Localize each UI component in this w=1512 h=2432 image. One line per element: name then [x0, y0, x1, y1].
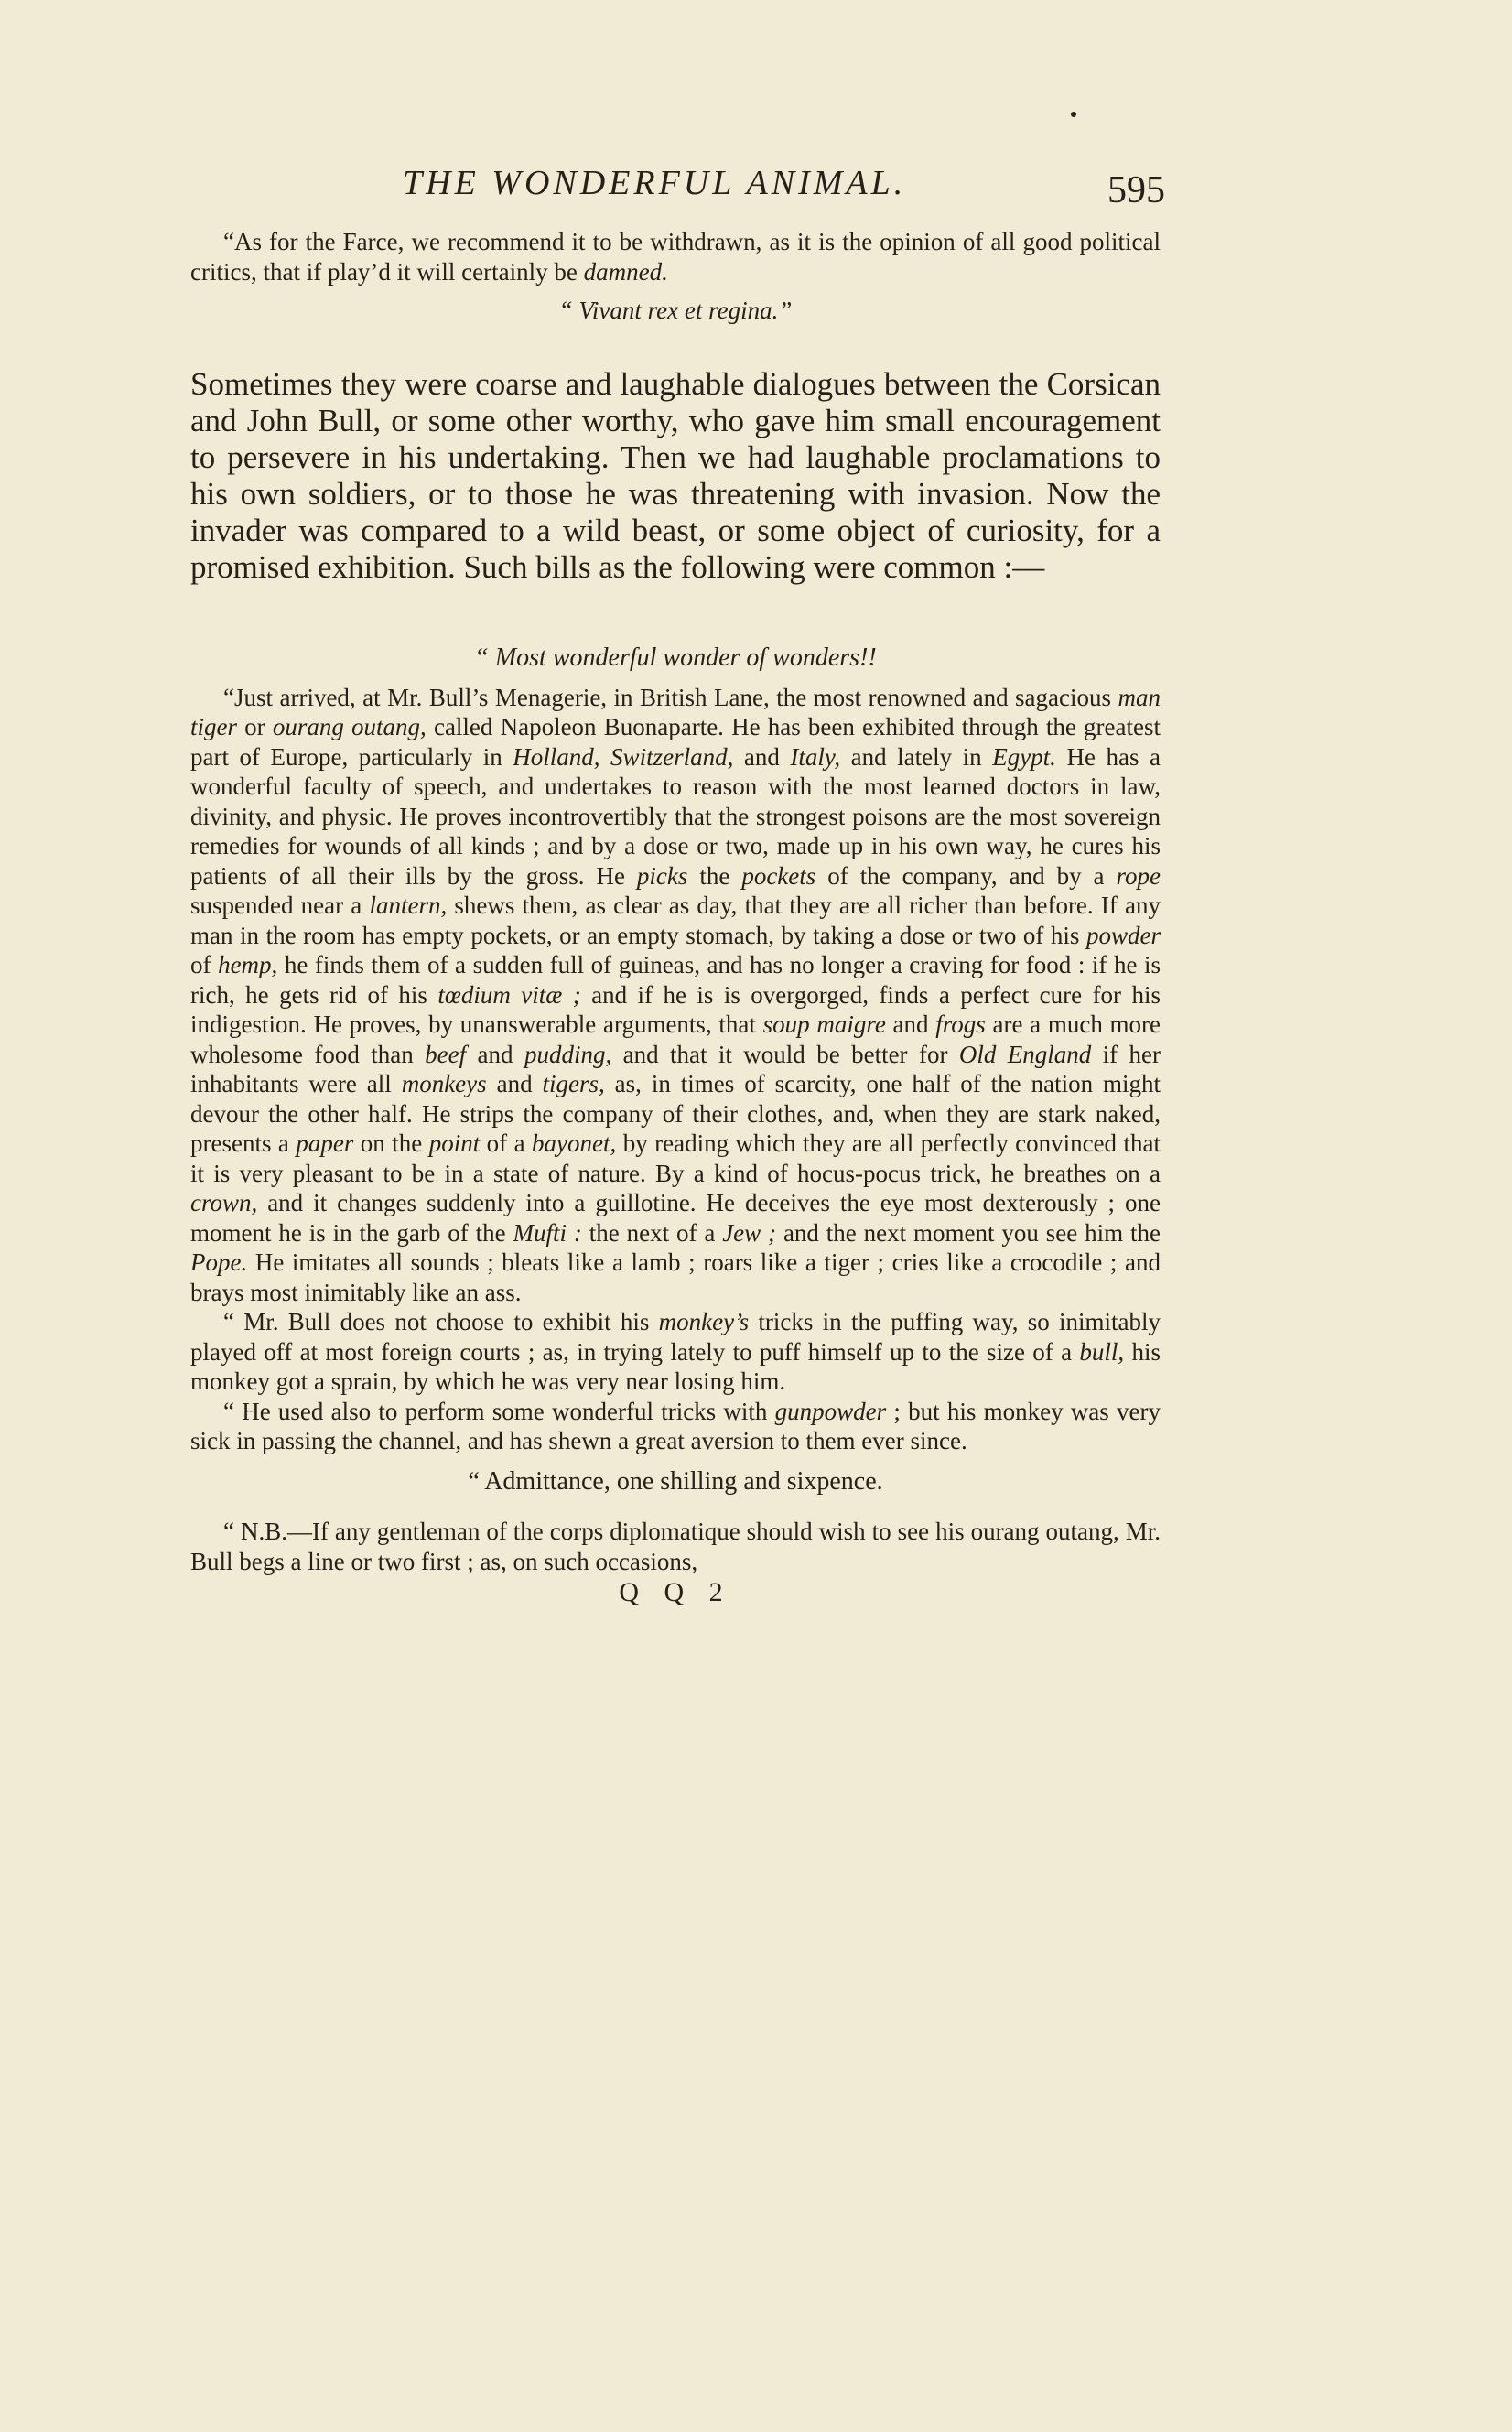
text-run: and: [466, 1040, 524, 1068]
italic-run: Italy,: [790, 742, 841, 771]
text-run: tricks in the puffing way, so inimitably played off at most foreign courts ; as, in trying lately to puff himself up to the size of a: [190, 1308, 1161, 1366]
text-run: and that it would be better for: [611, 1040, 959, 1068]
text-run: if her inhabitants were all: [190, 1040, 1161, 1097]
text-run: called Napoleon Buonaparte. He has been exhibited through the greatest part of Europe, particularly in: [190, 713, 1161, 771]
text-run: and if he is is overgorged, finds a perfect cure for his indigestion. He proves, by unanswerable arguments, that: [190, 980, 1161, 1038]
menagerie-bill: [190, 643, 1161, 1608]
text-run: of the company, and by a: [815, 861, 1117, 890]
italic-run: Jew ;: [722, 1218, 777, 1247]
italic-run: tœdium vitæ ;: [437, 980, 581, 1009]
farce-text: “As for the Farce, we recommend it to be withdrawn, as it is the opinion of all good political critics, that if play’d it will certainly be: [190, 228, 1161, 286]
text-run: his monkey got a sprain, by which he was very near losing him.: [190, 1337, 1161, 1395]
text-run: suspended near a: [190, 892, 370, 919]
text-run: as, in times of scarcity, one half of the nation might devour the other half. He strips the company of their clothes, and, when they are stark naked, presents a: [190, 1070, 1161, 1157]
italic-run: hemp,: [218, 951, 278, 978]
bill-heading: “ Most wonderful wonder of wonders!!: [474, 643, 877, 672]
text-run: on the: [353, 1130, 429, 1157]
text-run: and it changes suddenly into a guillotine. He deceives the eye most dexterously ; one moment he is in the garb of the: [190, 1189, 1161, 1247]
italic-run: crown,: [190, 1189, 258, 1216]
bill-paragraph-puffing: [190, 1307, 1161, 1397]
farce-italic: damned.: [583, 257, 668, 286]
italic-run: Holland, Switzerland,: [513, 742, 734, 771]
italic-run: tigers,: [542, 1070, 605, 1097]
body-paragraph: Sometimes they were coarse and laughable dialogues between the Corsican and John Bull, or some other worthy, who gave him small encouragement to persevere in his undertaking. Then we had laughable proclamations to his own soldiers, or to those he was threatening with invasion. Now the invader was compared to a wild beast, or some object of curiosity, for a promised exhibition. Such bills as the following were common :—: [190, 366, 1161, 585]
text-run: are a much more wholesome food than: [190, 1011, 1161, 1068]
text-run: the: [687, 861, 742, 890]
italic-run: bull,: [1079, 1337, 1125, 1366]
bill-nb: “ N.B.—If any gentleman of the corps diplomatique should wish to see his ourang outang, Mr. Bull begs a line or two first ; as, on such occasions,: [190, 1518, 1161, 1575]
ink-speck: [1071, 112, 1076, 117]
text-run: He has a wonderful faculty of speech, and undertakes to reason with the most learned doctors in law, divinity, and physic. He proves incontrovertibly that the strongest poisons are the most sovereign remedies for wounds of all kinds ; and by a dose or two, made up in his own way, he cures his patients of all their ills by the gross. He: [190, 742, 1161, 890]
italic-run: Egypt.: [992, 742, 1056, 771]
text-run: of a: [480, 1130, 533, 1157]
italic-run: monkeys: [401, 1070, 487, 1097]
page-number: 595: [1107, 169, 1165, 211]
text-run: and the next moment you see him the: [776, 1218, 1161, 1247]
text-run: or: [237, 713, 273, 740]
italic-run: lantern,: [369, 892, 448, 919]
italic-run: powder: [1086, 921, 1161, 949]
text-run: He imitates all sounds ; bleats like a lamb ; roars like a tiger ; cries like a crocodile ; and brays most inimitably like an ass.: [190, 1248, 1161, 1306]
bill-paragraph-main: [190, 683, 1161, 1308]
text-run: and: [486, 1070, 543, 1097]
text-run: and: [885, 1011, 936, 1038]
text-run: “ He used also to perform some wonderful tricks with: [223, 1397, 775, 1425]
italic-run: Pope.: [190, 1248, 248, 1276]
italic-run: ourang outang,: [272, 713, 427, 740]
text-run: and: [733, 742, 791, 771]
farce-signoff: “ Vivant rex et regina.”: [558, 297, 793, 324]
italic-run: bayonet,: [532, 1130, 617, 1157]
text-run: and lately in: [840, 742, 993, 771]
text-run: he finds them of a sudden full of guineas, and has no longer a craving for food : if he is rich, he gets rid of his: [190, 951, 1161, 1009]
italic-run: soup maigre: [762, 1011, 886, 1038]
italic-run: man tiger: [190, 683, 1161, 740]
signature-mark: Q Q 2: [619, 1577, 732, 1607]
italic-run: rope: [1116, 861, 1161, 890]
text-run: ; but his monkey was very sick in passing the channel, and has shewn a great aversion to them ever since.: [190, 1397, 1161, 1454]
italic-run: Old England: [958, 1040, 1092, 1068]
text-run: by reading which they are all perfectly convinced that it is very pleasant to be in a state of nature. By a kind of hocus-pocus trick, he breathes on a: [190, 1130, 1161, 1187]
text-run: “ Mr. Bull does not choose to exhibit his: [223, 1308, 659, 1335]
italic-run: point: [428, 1130, 481, 1157]
italic-run: beef: [425, 1040, 467, 1068]
text-run: shews them, as clear as day, that they are all richer than before. If any man in the room has empty pockets, or an empty stomach, by taking a dose or two of his: [190, 892, 1161, 949]
text-run: the next of a: [581, 1218, 723, 1247]
italic-run: pockets: [741, 861, 816, 890]
italic-run: frogs: [935, 1011, 986, 1038]
italic-run: paper: [296, 1130, 354, 1157]
text-run: “Just arrived, at Mr. Bull’s Menagerie, in British Lane, the most renowned and sagacious: [223, 683, 1118, 711]
farce-quote: [190, 227, 1161, 326]
italic-run: pudding,: [524, 1040, 612, 1068]
italic-run: picks: [636, 861, 688, 890]
italic-run: gunpowder: [774, 1397, 887, 1425]
bill-paragraph-gunpowder: [190, 1397, 1161, 1456]
italic-run: Mufti :: [513, 1218, 582, 1247]
running-title: THE WONDERFUL ANIMAL.: [403, 164, 907, 202]
italic-run: monkey’s: [658, 1308, 750, 1335]
bill-admittance: “ Admittance, one shilling and sixpence.: [468, 1466, 883, 1496]
page-header: [183, 163, 1172, 214]
text-run: of: [190, 951, 219, 978]
farce-paragraph: [190, 227, 1161, 286]
